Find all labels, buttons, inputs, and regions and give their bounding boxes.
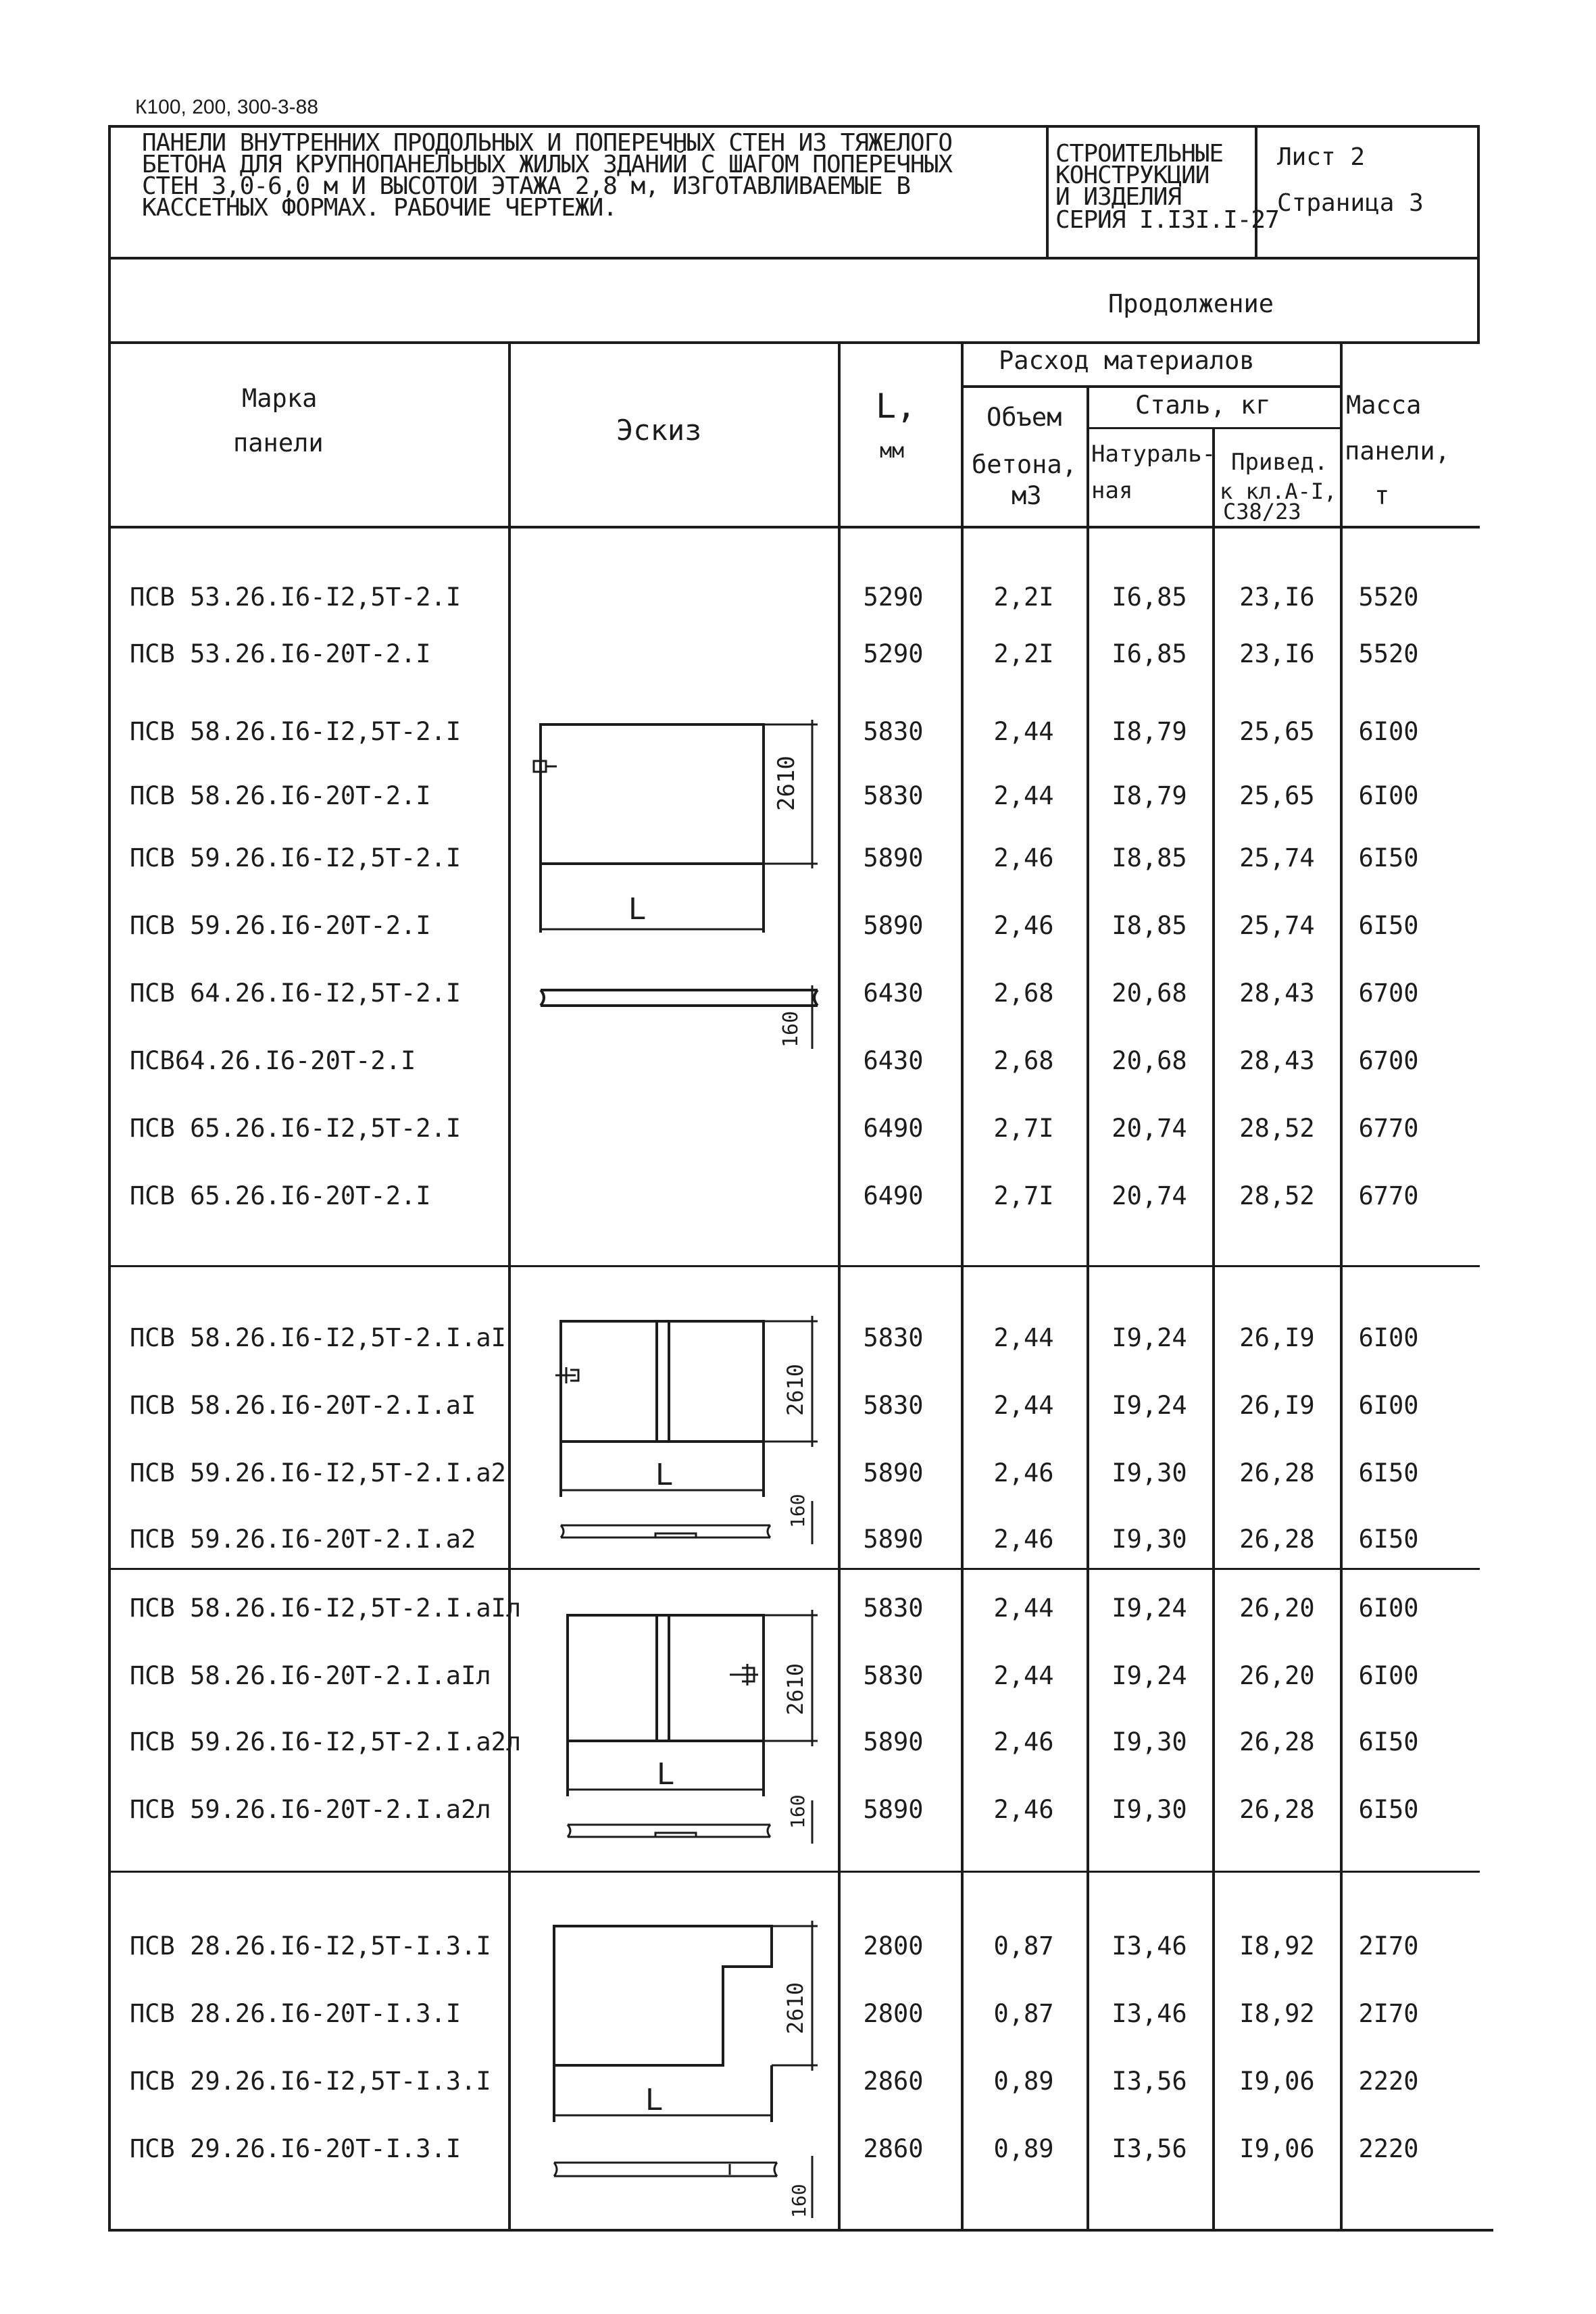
panel-mark: ПСВ 58.26.I6-20Т-2.I.aI	[130, 1391, 476, 1420]
sketch-height-label: 2610	[782, 1363, 808, 1416]
cell-vol: 2,2I	[993, 639, 1054, 668]
cell-vol: 2,44	[993, 1391, 1054, 1420]
panel-mark: ПСВ 58.26.I6-I2,5Т-2.I	[130, 717, 462, 746]
header-length: L,	[876, 387, 917, 426]
cell-vol: 2,44	[993, 1594, 1054, 1623]
cell-nat: I9,24	[1112, 1594, 1187, 1623]
category-line: КОНСТРУКЦИИ	[1055, 162, 1210, 189]
cell-vol: 2,46	[993, 1727, 1054, 1756]
panel-mark: ПСВ 29.26.I6-20Т-I.3.I	[130, 2134, 462, 2163]
sketch-panel-2	[541, 1308, 838, 1551]
cell-L: 5890	[863, 911, 924, 940]
header-concrete-unit: м3	[1012, 481, 1042, 510]
cell-L: 5890	[863, 1525, 924, 1554]
cell-L: 5830	[863, 1391, 924, 1420]
cell-mass: 2I70	[1358, 1931, 1419, 1961]
cell-vol: 0,87	[993, 1999, 1054, 2028]
cell-nat: I9,30	[1112, 1525, 1187, 1554]
cell-mass: 6I50	[1358, 1727, 1419, 1756]
cell-red: 26,I9	[1239, 1323, 1315, 1352]
cell-mass: 6I00	[1358, 1594, 1419, 1623]
cell-L: 5830	[863, 781, 924, 810]
header-steel: Сталь, кг	[1135, 391, 1271, 420]
panel-mark: ПСВ64.26.I6-20Т-2.I	[130, 1046, 416, 1075]
panel-mark: ПСВ 59.26.I6-20Т-2.I	[130, 911, 431, 940]
cell-L: 2800	[863, 1999, 924, 2028]
sketch-length-label: L	[657, 1757, 674, 1792]
document-code: К100, 200, 300-3-88	[135, 96, 319, 118]
header-length-unit: мм	[880, 439, 905, 463]
cell-vol: 0,89	[993, 2067, 1054, 2096]
cell-nat: I3,56	[1112, 2067, 1187, 2096]
cell-nat: 20,68	[1112, 1046, 1187, 1075]
cell-mass: 6I50	[1358, 1525, 1419, 1554]
cell-nat: I3,46	[1112, 1931, 1187, 1961]
cell-red: 25,65	[1239, 717, 1315, 746]
panel-mark: ПСВ 59.26.I6-20Т-2.I.a2л	[130, 1795, 491, 1824]
cell-L: 5890	[863, 1795, 924, 1824]
cell-L: 5830	[863, 1594, 924, 1623]
title-line: БЕТОНА ДЛЯ КРУПНОПАНЕЛЬНЫХ ЖИЛЫХ ЗДАНИЙ С ШАГОМ ПОПЕРЕЧНЫХ	[142, 151, 953, 178]
cell-L: 5830	[863, 1661, 924, 1690]
continuation-label: Продолжение	[1108, 289, 1274, 318]
sketch-panel-4	[541, 1913, 838, 2223]
cell-mass: 6I50	[1358, 1795, 1419, 1824]
header-mark: Марка	[242, 384, 318, 413]
cell-L: 6430	[863, 1046, 924, 1075]
cell-mass: 6I50	[1358, 843, 1419, 872]
header-concrete-2: бетона,	[972, 450, 1077, 479]
cell-mass: 6I00	[1358, 1391, 1419, 1420]
cell-L: 5290	[863, 639, 924, 668]
cell-mass: 6I00	[1358, 717, 1419, 746]
cell-vol: 2,7I	[993, 1181, 1054, 1210]
cell-red: 26,20	[1239, 1661, 1315, 1690]
cell-nat: 20,74	[1112, 1114, 1187, 1143]
cell-vol: 2,46	[993, 1525, 1054, 1554]
cell-vol: 2,44	[993, 1661, 1054, 1690]
cell-nat: I9,24	[1112, 1661, 1187, 1690]
panel-mark: ПСВ 58.26.I6-I2,5Т-2.I.aI	[130, 1323, 506, 1352]
cell-nat: I8,79	[1112, 781, 1187, 810]
sketch-length-label: L	[628, 892, 645, 927]
panel-mark: ПСВ 28.26.I6-20Т-I.3.I	[130, 1999, 462, 2028]
series-label: СЕРИЯ I.I3I.I-27	[1055, 206, 1279, 234]
cell-L: 6490	[863, 1181, 924, 1210]
cell-red: I9,06	[1239, 2134, 1315, 2163]
panel-mark: ПСВ 59.26.I6-I2,5Т-2.I.a2	[130, 1458, 506, 1487]
cell-vol: 0,89	[993, 2134, 1054, 2163]
sketch-thickness-label: 160	[779, 1010, 803, 1048]
cell-nat: 20,74	[1112, 1181, 1187, 1210]
cell-mass: 6I00	[1358, 1323, 1419, 1352]
cell-nat: I9,24	[1112, 1323, 1187, 1352]
document-title	[142, 129, 953, 222]
panel-mark: ПСВ 65.26.I6-20Т-2.I	[130, 1181, 431, 1210]
cell-red: 28,43	[1239, 1046, 1315, 1075]
cell-mass: 5520	[1358, 639, 1419, 668]
cell-L: 6490	[863, 1114, 924, 1143]
sketch-height-label: 2610	[782, 1663, 808, 1715]
cell-vol: 2,46	[993, 1795, 1054, 1824]
cell-nat: I9,30	[1112, 1458, 1187, 1487]
cell-nat: I9,24	[1112, 1391, 1187, 1420]
cell-mass: 2220	[1358, 2134, 1419, 2163]
cell-red: 25,65	[1239, 781, 1315, 810]
header-materials: Расход материалов	[999, 346, 1255, 375]
header-concrete: Объем	[987, 403, 1062, 432]
panel-mark: ПСВ 29.26.I6-I2,5Т-I.3.I	[130, 2067, 491, 2096]
sketch-length-label: L	[645, 2083, 662, 2117]
cell-vol: 2,7I	[993, 1114, 1054, 1143]
header-natural: Натураль-	[1091, 441, 1216, 468]
cell-vol: 2,68	[993, 979, 1054, 1008]
cell-L: 5890	[863, 1727, 924, 1756]
cell-L: 5830	[863, 717, 924, 746]
panel-mark: ПСВ 65.26.I6-I2,5Т-2.I	[130, 1114, 462, 1143]
panel-mark: ПСВ 59.26.I6-I2,5Т-2.I.a2л	[130, 1727, 522, 1756]
cell-vol: 2,46	[993, 843, 1054, 872]
cell-L: 2860	[863, 2134, 924, 2163]
sketch-panel-1	[527, 716, 838, 1054]
cell-L: 5890	[863, 1458, 924, 1487]
cell-vol: 2,44	[993, 717, 1054, 746]
title-line: ПАНЕЛИ ВНУТРЕННИХ ПРОДОЛЬНЫХ И ПОПЕРЕЧНЫХ СТЕН ИЗ ТЯЖЕЛОГО	[142, 129, 953, 157]
title-line: КАССЕТНЫХ ФОРМАХ. РАБОЧИЕ ЧЕРТЕЖИ.	[142, 194, 617, 222]
cell-mass: 2220	[1358, 2067, 1419, 2096]
sketch-thickness-label: 160	[787, 1494, 809, 1528]
cell-red: 26,28	[1239, 1795, 1315, 1824]
cell-vol: 2,46	[993, 911, 1054, 940]
cell-red: I8,92	[1239, 1999, 1315, 2028]
cell-mass: 5520	[1358, 583, 1419, 612]
sketch-height-label: 2610	[773, 756, 800, 811]
sketch-thickness-label: 160	[788, 2184, 810, 2218]
cell-red: 23,I6	[1239, 583, 1315, 612]
cell-vol: 2,2I	[993, 583, 1054, 612]
cell-red: 28,43	[1239, 979, 1315, 1008]
cell-nat: I8,85	[1112, 843, 1187, 872]
panel-mark: ПСВ 58.26.I6-20Т-2.I	[130, 781, 431, 810]
cell-mass: 6I00	[1358, 781, 1419, 810]
header-reduced: Привед.	[1231, 449, 1328, 476]
panel-mark: ПСВ 58.26.I6-I2,5Т-2.I.aIл	[130, 1594, 522, 1623]
header-mark-2: панели	[233, 428, 324, 458]
header-reduced-3: С38/23	[1223, 499, 1301, 524]
category-line: И ИЗДЕЛИЯ	[1055, 183, 1182, 211]
cell-L: 2860	[863, 2067, 924, 2096]
header-natural-2: ная	[1091, 477, 1133, 504]
category-line: СТРОИТЕЛЬНЫЕ	[1055, 140, 1224, 168]
cell-L: 5830	[863, 1323, 924, 1352]
cell-vol: 0,87	[993, 1931, 1054, 1961]
cell-red: I9,06	[1239, 2067, 1315, 2096]
cell-mass: 6770	[1358, 1181, 1419, 1210]
cell-red: 23,I6	[1239, 639, 1315, 668]
cell-red: 26,28	[1239, 1458, 1315, 1487]
panel-mark: ПСВ 59.26.I6-20Т-2.I.a2	[130, 1525, 476, 1554]
cell-mass: 6I50	[1358, 1458, 1419, 1487]
cell-nat: I8,79	[1112, 717, 1187, 746]
cell-nat: I6,85	[1112, 583, 1187, 612]
header-mass-2: панели,	[1345, 437, 1450, 466]
sketch-height-label: 2610	[782, 1981, 808, 2034]
cell-nat: 20,68	[1112, 979, 1187, 1008]
panel-mark: ПСВ 28.26.I6-I2,5Т-I.3.I	[130, 1931, 491, 1961]
sketch-panel-3	[541, 1602, 838, 1852]
title-line: СТЕН 3,0-6,0 м И ВЫСОТОЙ ЭТАЖА 2,8 м, ИЗГОТАВЛИВАЕМЫЕ В	[142, 172, 911, 200]
cell-vol: 2,44	[993, 1323, 1054, 1352]
cell-vol: 2,44	[993, 781, 1054, 810]
cell-nat: I9,30	[1112, 1727, 1187, 1756]
header-mass-unit: т	[1374, 481, 1390, 510]
cell-mass: 2I70	[1358, 1999, 1419, 2028]
panel-mark: ПСВ 53.26.I6-20Т-2.I	[130, 639, 431, 668]
cell-mass: 6770	[1358, 1114, 1419, 1143]
cell-mass: 6700	[1358, 1046, 1419, 1075]
cell-mass: 6700	[1358, 979, 1419, 1008]
cell-red: 26,I9	[1239, 1391, 1315, 1420]
cell-vol: 2,46	[993, 1458, 1054, 1487]
cell-red: 28,52	[1239, 1181, 1315, 1210]
header-sketch: Эскиз	[616, 414, 702, 447]
cell-red: I8,92	[1239, 1931, 1315, 1961]
cell-L: 6430	[863, 979, 924, 1008]
panel-mark: ПСВ 64.26.I6-I2,5Т-2.I	[130, 979, 462, 1008]
cell-mass: 6I00	[1358, 1661, 1419, 1690]
page-number: Страница 3	[1277, 189, 1424, 217]
cell-vol: 2,68	[993, 1046, 1054, 1075]
cell-L: 5290	[863, 583, 924, 612]
cell-red: 26,20	[1239, 1594, 1315, 1623]
cell-red: 26,28	[1239, 1727, 1315, 1756]
cell-nat: I6,85	[1112, 639, 1187, 668]
cell-red: 26,28	[1239, 1525, 1315, 1554]
cell-nat: I3,56	[1112, 2134, 1187, 2163]
cell-nat: I8,85	[1112, 911, 1187, 940]
panel-mark: ПСВ 58.26.I6-20Т-2.I.aIл	[130, 1661, 491, 1690]
header-reduced-2: к кл.А-I,	[1220, 478, 1337, 504]
sketch-thickness-label: 160	[787, 1794, 809, 1829]
category-block	[1055, 140, 1279, 234]
sketch-length-label: L	[655, 1458, 672, 1492]
cell-red: 28,52	[1239, 1114, 1315, 1143]
cell-L: 2800	[863, 1931, 924, 1961]
cell-red: 25,74	[1239, 843, 1315, 872]
header-mass: Масса	[1346, 391, 1422, 420]
cell-L: 5890	[863, 843, 924, 872]
sheet-number: Лист 2	[1277, 143, 1366, 171]
cell-red: 25,74	[1239, 911, 1315, 940]
panel-mark: ПСВ 53.26.I6-I2,5Т-2.I	[130, 583, 462, 612]
cell-nat: I3,46	[1112, 1999, 1187, 2028]
cell-mass: 6I50	[1358, 911, 1419, 940]
panel-mark: ПСВ 59.26.I6-I2,5Т-2.I	[130, 843, 462, 872]
cell-nat: I9,30	[1112, 1795, 1187, 1824]
